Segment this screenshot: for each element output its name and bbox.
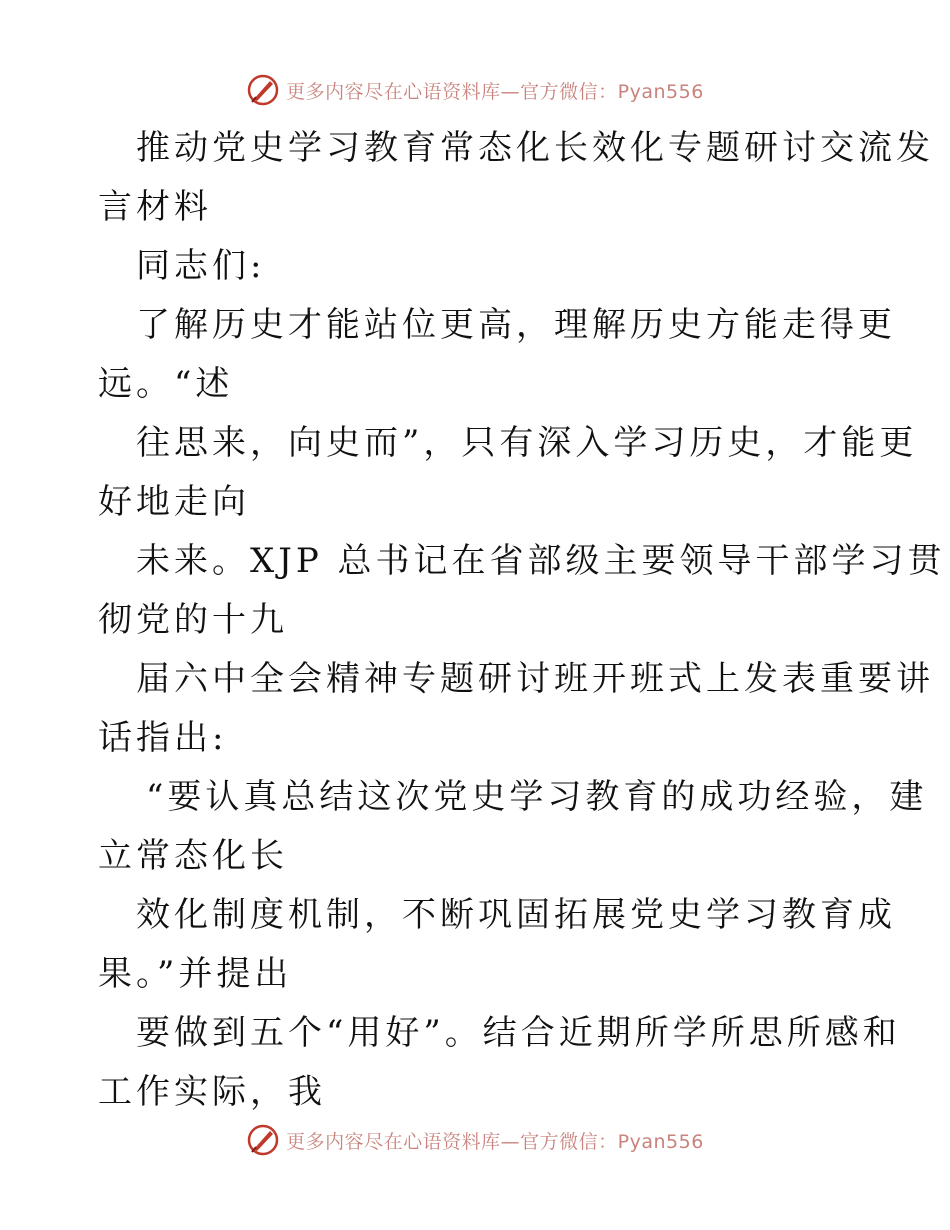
text-line: 彻党的十九 — [98, 600, 288, 640]
watermark-text: 更多内容尽在心语资料库—官方微信：Pyan556 — [286, 1130, 704, 1153]
text-line: 推动党史学习教育常态化长效化专题研讨交流发 — [136, 128, 934, 168]
text-line: 届六中全会精神专题研讨班开班式上发表重要讲 — [136, 659, 934, 699]
text-line: 远。“述 — [98, 364, 234, 404]
watermark-footer — [0, 1120, 950, 1160]
text-line: 同志们: — [136, 246, 266, 286]
text-line: 立常态化长 — [98, 836, 288, 876]
text-line: 工作实际，我 — [98, 1072, 326, 1112]
text-line: 了解历史才能站位更高，理解历史方能走得更 — [136, 305, 896, 345]
text-line: “要认真总结这次党史学习教育的成功经验，建 — [146, 777, 928, 817]
text-line: 话指出: — [98, 718, 228, 758]
text-line: 效化制度机制，不断巩固拓展党史学习教育成 — [136, 895, 896, 935]
text-line: 果。”并提出 — [98, 954, 293, 994]
text-line: 未来。XJP 总书记在省部级主要领导干部学习贯 — [136, 541, 946, 581]
quill-pen-logo-icon — [246, 1123, 280, 1157]
text-line: 要做到五个“用好”。结合近期所学所思所感和 — [136, 1013, 901, 1053]
quill-pen-logo-icon — [246, 73, 280, 107]
text-line: 往思来，向史而”，只有深入学习历史，才能更 — [136, 423, 918, 463]
text-line: 好地走向 — [98, 482, 250, 522]
watermark-header — [0, 70, 950, 110]
watermark-text: 更多内容尽在心语资料库—官方微信：Pyan556 — [286, 80, 704, 103]
text-line: 言材料 — [98, 187, 212, 227]
